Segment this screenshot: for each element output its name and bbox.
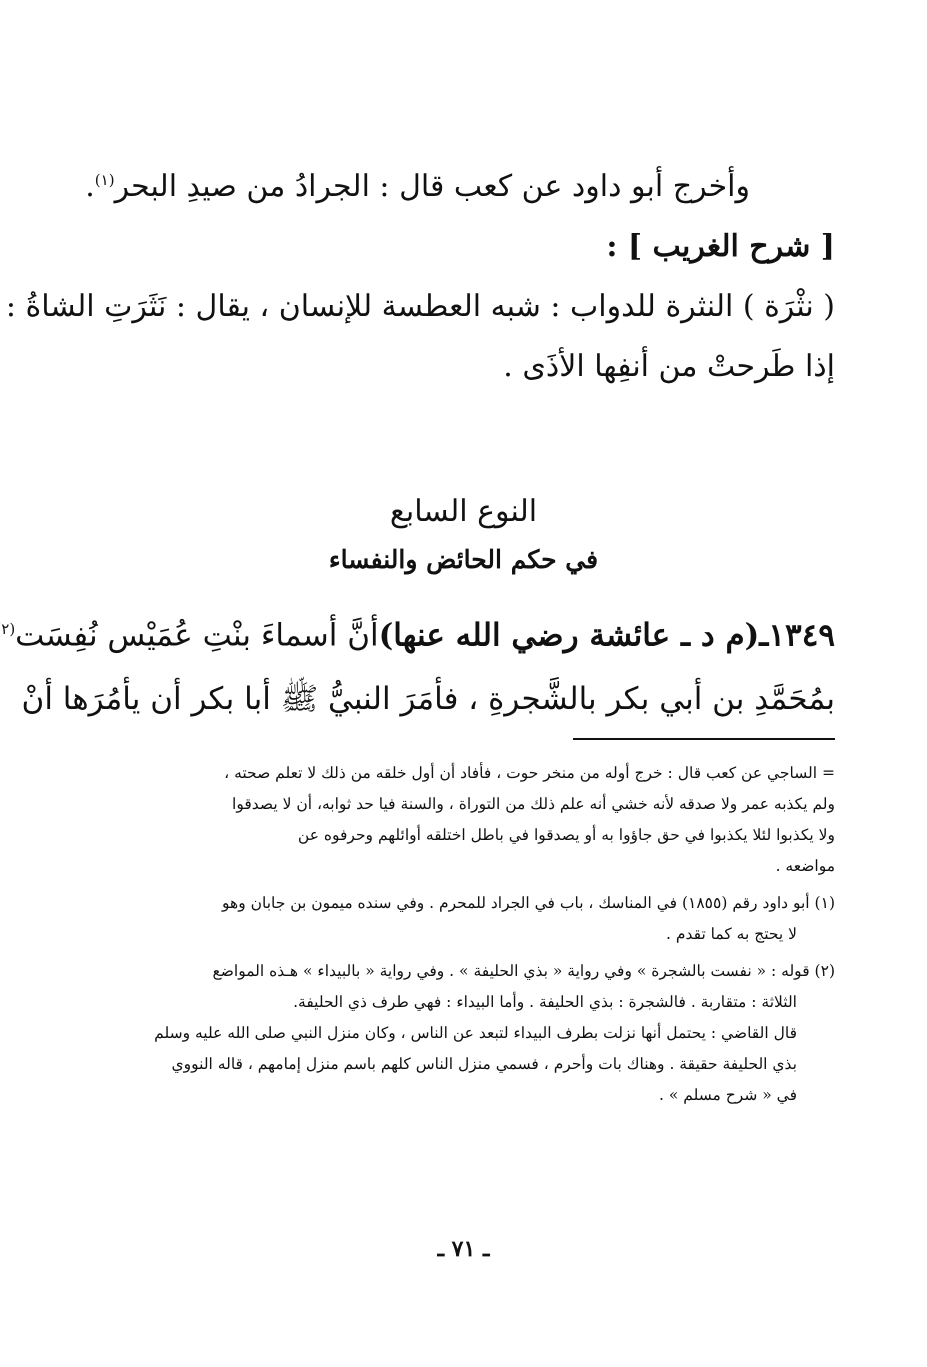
hadith-text-start: أنَّ أسماءَ بنْتِ عُمَيْس نُفِسَت bbox=[15, 617, 379, 654]
footnote-2-line: قوله : « نفست بالشجرة » وفي رواية « بذي الحليفة » . وفي رواية « بالبيداء » هـذه المواضع bbox=[212, 962, 810, 980]
gloss-line-1: ( نثْرَة ) النثرة للدواب : شبه العطسة للإنسان ، يقال : نَثَرَتِ الشاةُ : bbox=[5, 289, 835, 324]
abu-dawud-text: وأخرج أبو داود عن كعب قال : الجرادُ من صيدِ البحر bbox=[114, 169, 750, 204]
section-title: النوع السابع bbox=[389, 494, 538, 529]
footnote-2-marker: (٢) bbox=[814, 962, 835, 980]
footnote-ref-2: (٢ bbox=[1, 620, 16, 638]
footnote-continued-line: ولم يكذبه عمر ولا صدقه لأنه خشي أنه علم ذلك من التوراة ، والسنة فيا حد ثوابه، أن لا يصدقوا bbox=[232, 795, 835, 813]
footnote-ref-1: (١) bbox=[94, 171, 115, 189]
page-number: ـ ٧١ ـ bbox=[437, 1236, 490, 1262]
footnote-2-line: بذي الحليفة حقيقة . وهناك بات وأحرم ، فسمي منزل الناس كلهم باسم منزل إمامهم ، قاله النووي bbox=[171, 1055, 797, 1073]
footnote-1-line: أبو داود رقم (١٨٥٥) في المناسك ، باب في الجراد للمحرم . وفي سنده ميمون بن جابان وهو bbox=[222, 894, 810, 912]
footnote-2-line: الثلاثة : متقاربة . فالشجرة : بذي الحليفة . وأما البيداء : فهي طرف ذي الحليفة. bbox=[293, 993, 797, 1011]
section-subtitle: في حكم الحائض والنفساء bbox=[328, 545, 599, 574]
footnote-continued-line: = الساجي عن كعب قال : خرج أوله من منخر حوت ، فأفاد أن أول خلقه من ذلك لا تعلم صحته ، bbox=[224, 764, 835, 782]
footnote-continued-line: مواضعه . bbox=[775, 857, 835, 875]
hadith-number: ١٣٤٩ bbox=[768, 617, 835, 654]
footnote-1-marker: (١) bbox=[814, 894, 835, 912]
footnote-1-line: لا يحتج به كما تقدم . bbox=[666, 925, 797, 943]
footnote-2 bbox=[92, 956, 835, 1111]
abu-dawud-end: . bbox=[85, 169, 95, 204]
gloss-heading: [ شرح الغريب ] : bbox=[606, 229, 835, 264]
hadith-line-2: بمُحَمَّدِ بن أبي بكر بالشَّجرةِ ، فأمَرَ النبيُّ ﷺ أبا بكر أن يأمُرَها أنْ bbox=[21, 681, 835, 718]
abu-dawud-line bbox=[85, 150, 835, 217]
footnote-continued bbox=[92, 758, 835, 882]
footnote-1 bbox=[92, 888, 835, 950]
footnote-2-line: قال القاضي : يحتمل أنها نزلت بطرف البيداء لتبعد عن الناس ، وكان منزل النبي صلى الله عليه وسلم bbox=[154, 1024, 797, 1042]
gloss-line-2: إذا طَرحتْ من أنفِها الأذَى . bbox=[503, 349, 835, 384]
footnote-continued-line: ولا يكذبوا لئلا يكذبوا في حق جاؤوا به أو يصدقوا في باطل اختلقه أوائلهم وحرفوه عن bbox=[297, 826, 835, 844]
footnotes bbox=[92, 758, 835, 1117]
main-text bbox=[1, 150, 835, 731]
hadith-source: ـ(م د ـ عائشة رضي الله عنها) bbox=[378, 617, 769, 654]
footnote-2-line: في « شرح مسلم » . bbox=[659, 1086, 797, 1104]
footnote-divider bbox=[573, 738, 835, 740]
hadith-line-1 bbox=[1, 597, 835, 667]
